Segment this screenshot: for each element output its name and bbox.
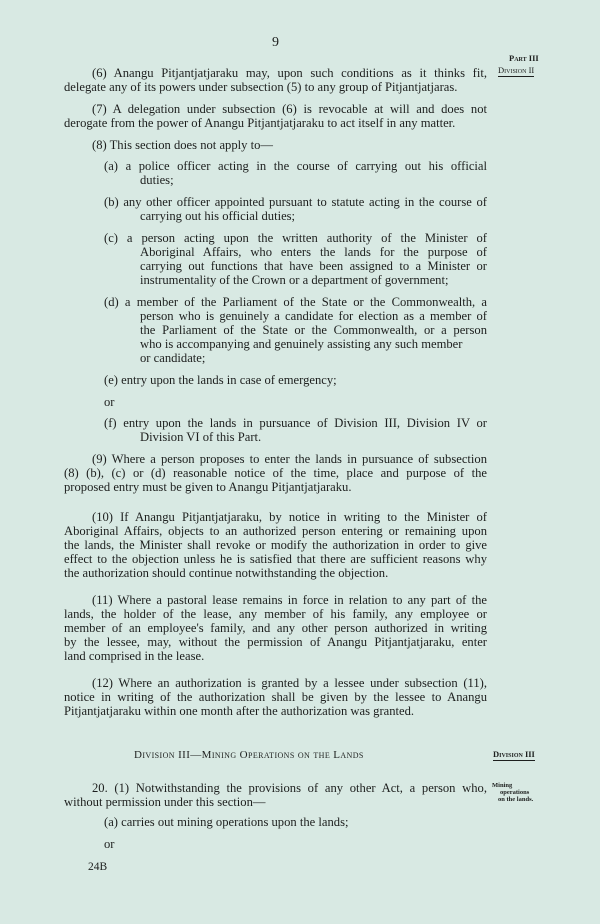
para-12-line-2: notice in writing of the authorization shall be given by the lessee to Anangu	[64, 690, 487, 704]
para-9-line-3: proposed entry must be given to Anangu Pitjantjatjaraku.	[64, 480, 352, 494]
para-8b-line-1: (b) any other officer appointed pursuant to statute acting in the course of	[104, 195, 487, 209]
para-6-line-1: (6) Anangu Pitjantjatjaraku may, upon such conditions as it thinks fit,	[92, 66, 487, 80]
para-8a-line-1: (a) a police officer acting in the course of carrying out his official	[104, 159, 487, 173]
para-8f-line-1: (f) entry upon the lands in pursuance of Division III, Division IV or	[104, 416, 487, 430]
or-connector-2: or	[104, 837, 115, 851]
section-20-line-1: 20. (1) Notwithstanding the provisions of any other Act, a person who,	[92, 781, 487, 795]
para-10-line-4: effect to the objection unless he is satisfied that there are sufficient reasons why	[64, 552, 487, 566]
para-9-line-1: (9) Where a person proposes to enter the lands in pursuance of subsection	[92, 452, 487, 466]
para-10-line-1: (10) If Anangu Pitjantjatjaraku, by notice in writing to the Minister of	[92, 510, 487, 524]
para-6-line-2: delegate any of its powers under subsection (5) to any group of Pitjantjatjaras.	[64, 80, 458, 94]
para-8c-line-2: Aboriginal Affairs, who enters the lands for the purpose of	[140, 245, 487, 259]
para-11-line-3: member of an employee's family, and any other person authorized in writing	[64, 621, 487, 635]
margin-note-line-2: operations	[500, 789, 530, 796]
margin-division-label: Division II	[498, 65, 535, 75]
para-10-line-5: the authorization should continue notwithstanding the objection.	[64, 566, 389, 580]
para-7-line-2: derogate from the power of Anangu Pitjantjatjaraku to act itself in any matter.	[64, 116, 456, 130]
para-8d-line-3: the Parliament of the State or the Commonwealth, or a person	[140, 323, 487, 337]
para-8a-line-2: duties;	[140, 173, 174, 187]
para-8b-line-2: carrying out his official duties;	[140, 209, 296, 223]
margin-note-line-3: on the lands.	[498, 796, 534, 803]
para-8c-line-1: (c) a person acting upon the written authority of the Minister of	[104, 231, 487, 245]
para-8d-line-4: who is accompanying and genuinely assisting any such member	[140, 337, 463, 351]
para-7-line-1: (7) A delegation under subsection (6) is revocable at will and does not	[92, 102, 487, 116]
para-9-line-2: (8) (b), (c) or (d) reasonable notice of the time, place and purpose of the	[64, 466, 487, 480]
para-10-line-3: the lands, the Minister shall revoke or modify the authorization in order to give	[64, 538, 487, 552]
para-8f-line-2: Division VI of this Part.	[140, 430, 262, 444]
para-10-line-2: Aboriginal Affairs, objects to an authorized person entering or remaining upon	[64, 524, 487, 538]
margin-note-line-1: Mining	[492, 782, 513, 789]
para-11-line-4: by the lessee, may, without the permission of Anangu Pitjantjatjaraku, enter	[64, 635, 487, 649]
para-12-line-3: Pitjantjatjaraku within one month after the authorization was granted.	[64, 704, 415, 718]
para-8e-line-1: (e) entry upon the lands in case of emergency;	[104, 373, 337, 387]
para-11-line-5: land comprised in the lease.	[64, 649, 205, 663]
page-number: 9	[272, 35, 279, 50]
section-20-line-2: without permission under this section—	[64, 795, 266, 809]
para-8c-line-4: instrumentality of the Crown or a department of government;	[140, 273, 449, 287]
signature-mark: 24B	[88, 861, 108, 873]
division-heading-margin-label: Division III	[493, 749, 535, 759]
para-8-intro: (8) This section does not apply to—	[92, 138, 273, 152]
para-11-line-2: lands, the holder of the lease, any member of his family, any employee or	[64, 607, 487, 621]
section-20a-line: (a) carries out mining operations upon the lands;	[104, 815, 349, 829]
para-8c-line-3: carrying out functions that have been assigned to a Minister or	[140, 259, 487, 273]
para-12-line-1: (12) Where an authorization is granted by a lessee under subsection (11),	[92, 676, 487, 690]
division-heading: Division III—Mining Operations on the Lands	[134, 749, 364, 761]
margin-part-label: Part III	[509, 53, 539, 63]
or-connector-1: or	[104, 395, 115, 409]
para-8d-line-2: person who is genuinely a candidate for election as a member of	[140, 309, 487, 323]
para-8d-line-5: or candidate;	[140, 351, 206, 365]
para-11-line-1: (11) Where a pastoral lease remains in force in relation to any part of the	[92, 593, 487, 607]
para-8d-line-1: (d) a member of the Parliament of the State or the Commonwealth, a	[104, 295, 487, 309]
